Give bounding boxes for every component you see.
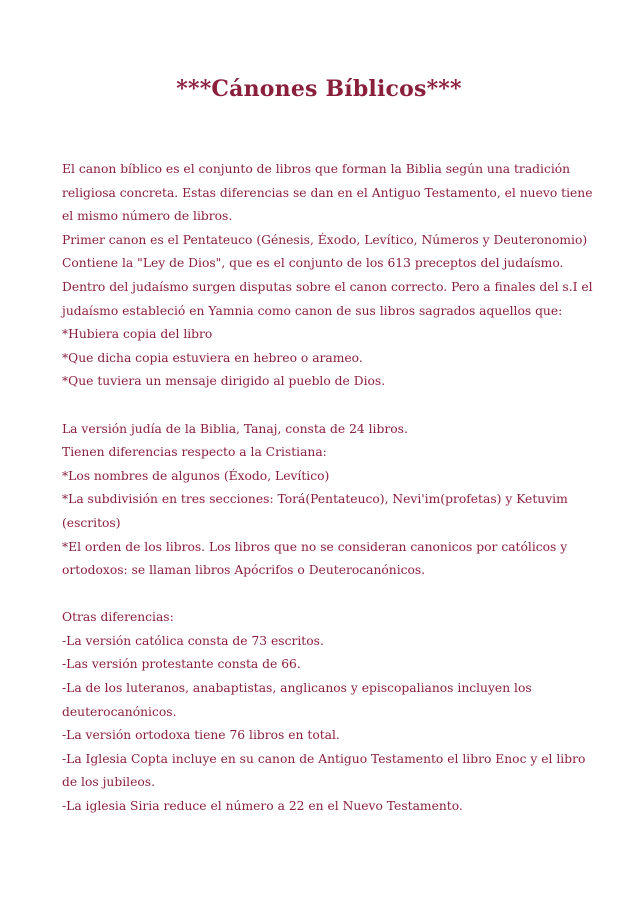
list-item: -La versión católica consta de 73 escritos. [62, 633, 324, 648]
list-item: -La Iglesia Copta incluye en su canon de Antiguo Testamento el libro Enoc y el libro [62, 751, 586, 766]
text-line: ortodoxos: se llaman libros Apócrifos o Deuterocanónicos. [62, 563, 426, 578]
list-item: *Que dicha copia estuviera en hebreo o arameo. [62, 350, 363, 365]
text-line: Dentro del judaísmo surgen disputas sobre el canon correcto. Pero a finales del s.I el [62, 279, 593, 294]
list-item: *Los nombres de algunos (Éxodo, Levítico) [62, 468, 330, 483]
text-line: de los jubileos. [62, 775, 155, 790]
text-line: Primer canon es el Pentateuco (Génesis, Éxodo, Levítico, Números y Deuteronomio) [62, 232, 588, 247]
list-item: -La versión ortodoxa tiene 76 libros en total. [62, 728, 340, 743]
document-body [62, 158, 593, 819]
text-line: religiosa concreta. Estas diferencias se dan en el Antiguo Testamento, el nuevo tiene [62, 185, 593, 200]
text-line: Otras diferencias: [62, 610, 174, 625]
list-item: *Hubiera copia del libro [62, 327, 213, 342]
list-item: *El orden de los libros. Los libros que no se consideran canonicos por católicos y [62, 539, 568, 554]
text-line: deuterocanónicos. [62, 704, 177, 719]
paragraph-canon-intro [62, 158, 593, 394]
paragraph-other-differences [62, 606, 586, 818]
text-line: El canon bíblico es el conjunto de libros que forman la Biblia según una tradición [62, 162, 571, 176]
list-item: *Que tuviera un mensaje dirigido al pueblo de Dios. [62, 374, 386, 389]
text-line: La versión judía de la Biblia, Tanaj, consta de 24 libros. [62, 421, 408, 436]
paragraph-tanaj [62, 418, 582, 583]
paragraph-spacer [62, 394, 582, 418]
text-line: judaísmo estableció en Yamnia como canon de sus libros sagrados aquellos que: [62, 303, 563, 318]
list-item: -La iglesia Siria reduce el número a 22 en el Nuevo Testamento. [62, 799, 463, 814]
document-title: ***Cánones Bíblicos*** [176, 76, 462, 102]
text-line: el mismo número de libros. [62, 209, 233, 224]
list-item: -Las versión protestante consta de 66. [62, 657, 301, 672]
paragraph-spacer [62, 583, 582, 607]
text-line: Tienen diferencias respecto a la Cristiana: [62, 445, 327, 460]
list-item: -La de los luteranos, anabaptistas, anglicanos y episcopalianos incluyen los [62, 681, 532, 696]
text-line: Contiene la "Ley de Dios", que es el conjunto de los 613 preceptos del judaísmo. [62, 256, 564, 271]
list-item: *La subdivisión en tres secciones: Torá(Pentateuco), Nevi'im(profetas) y Ketuvim [62, 492, 568, 507]
text-line: (escritos) [62, 515, 121, 530]
